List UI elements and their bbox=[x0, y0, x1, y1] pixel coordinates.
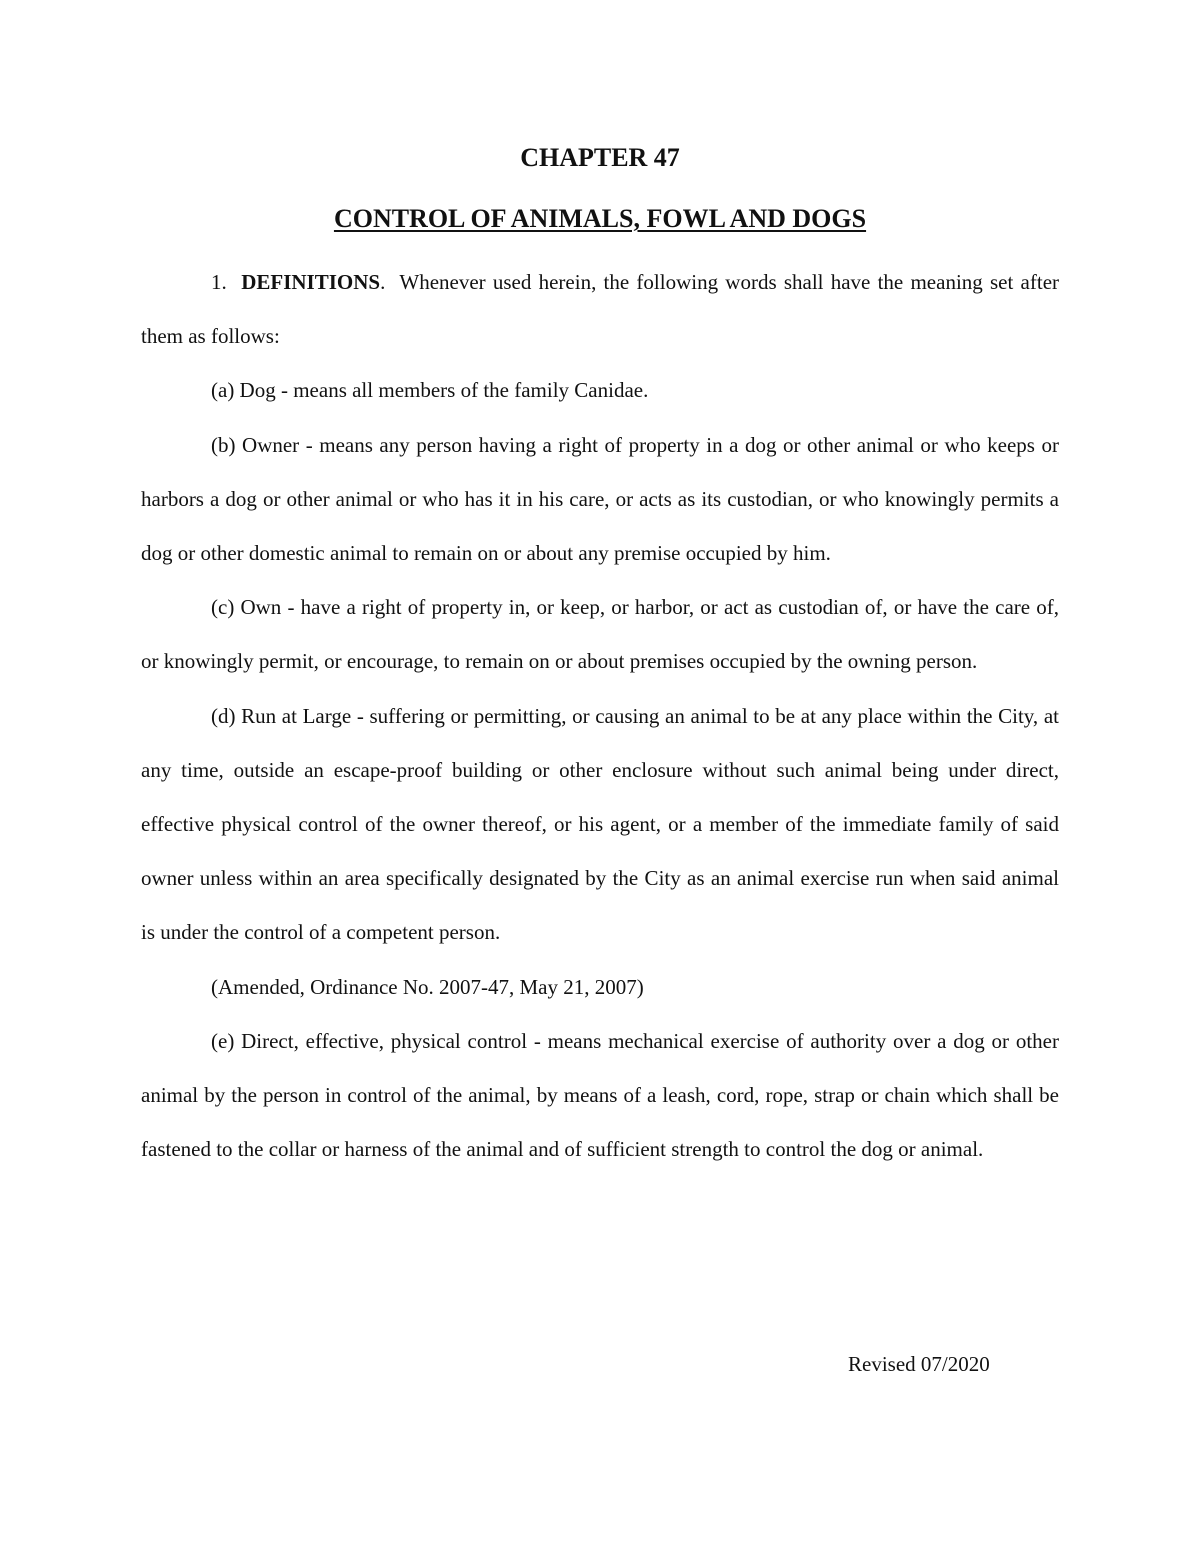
revision-date: Revised 07/2020 bbox=[848, 1352, 990, 1376]
amendment-note: (Amended, Ordinance No. 2007-47, May 21, 2007) bbox=[211, 974, 644, 999]
section-definitions-intro: 1. DEFINITIONS. Whenever used herein, the following words shall have the meaning set after them as follows: bbox=[141, 270, 1060, 349]
chapter-title bbox=[0, 202, 1200, 236]
chapter-number: CHAPTER 47 bbox=[520, 143, 680, 172]
section-number: 1. bbox=[211, 270, 227, 294]
definition-run-at-large: (d) Run at Large - suffering or permitting, or causing an animal to be at any place within the City, at any time, outside an escape-proof building or other enclosure without such animal being under direct, effective physical control of the owner thereof, or his agent, or a member of the immediate family of said owner unless within an area specifically designated by the City as an animal exercise run when said animal is under the control of a competent person. bbox=[141, 703, 1059, 945]
definition-physical-control: (e) Direct, effective, physical control - means mechanical exercise of authority over a dog or other animal by the person in control of the animal, by means of a leash, cord, rope, strap or chain which shall be fastened to the collar or harness of the animal and of sufficient strength to control the dog or animal. bbox=[141, 1028, 1059, 1162]
definition-dog: (a) Dog - means all members of the family Canidae. bbox=[211, 378, 649, 403]
section-heading: DEFINITIONS bbox=[241, 270, 381, 294]
definition-owner: (b) Owner - means any person having a right of property in a dog or other animal or who keeps or harbors a dog or other animal or who has it in his care, or acts as its custodian, or who knowingly permits a dog or other domestic animal to remain on or about any premise occupied by him. bbox=[141, 432, 1059, 566]
section-intro-text: Whenever used herein, the following words shall have the meaning set after them as follows: bbox=[141, 270, 1060, 349]
chapter-title-text: CONTROL OF ANIMALS, FOWL AND DOGS bbox=[333, 204, 867, 233]
definition-own: (c) Own - have a right of property in, or keep, or harbor, or act as custodian of, or have the care of, or knowingly permit, or encourage, to remain on or about premises occupied by the owning person. bbox=[141, 595, 1059, 674]
document-body bbox=[141, 255, 1059, 1176]
